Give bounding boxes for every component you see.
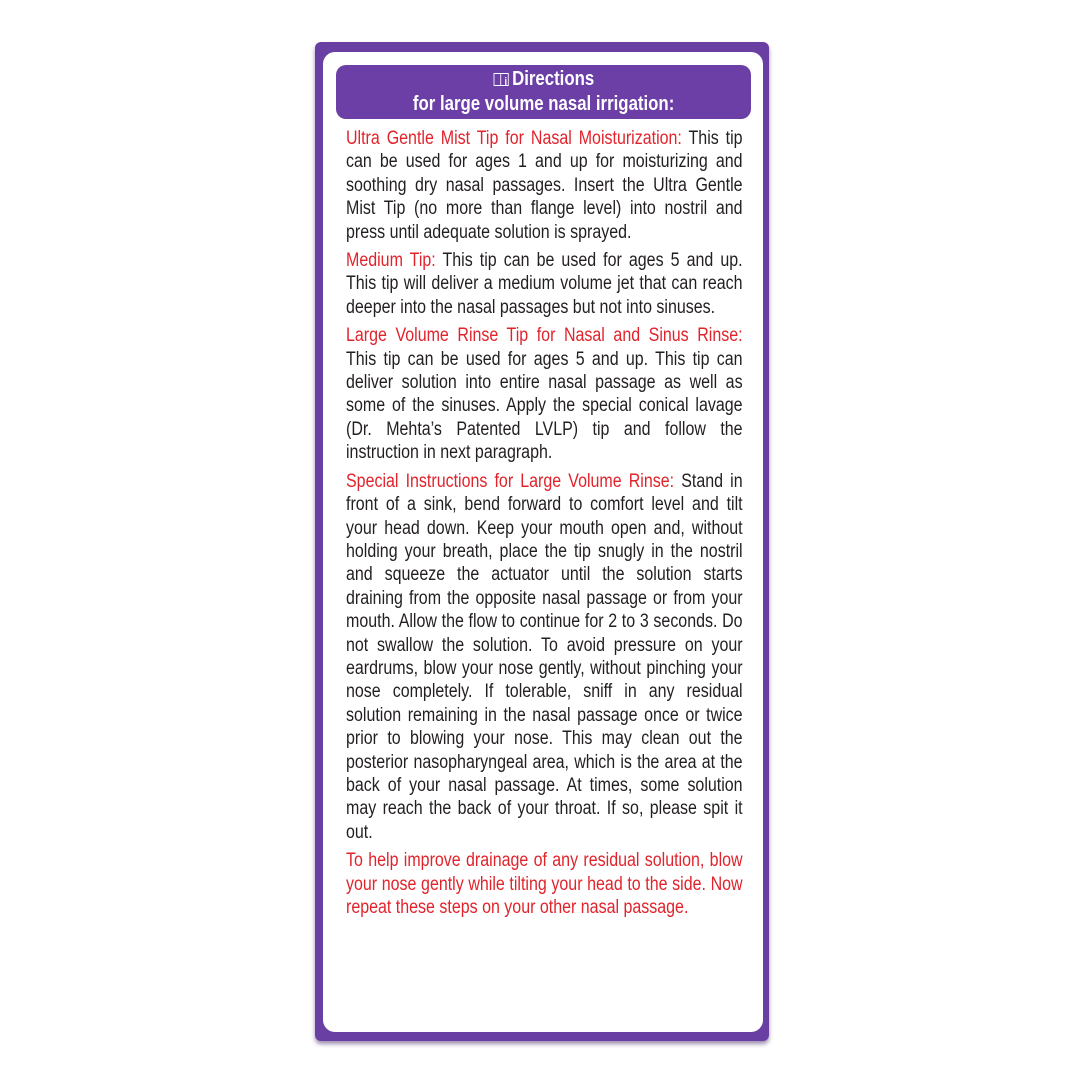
paragraph-body: This tip can be used for ages 5 and up. This tip can deliver solution into entire nasal passage as well as some of the sinuses. Apply the special conical lavage (Dr. Mehta’s Patented LVLP) tip and follow the instruction in next paragraph. — [346, 348, 743, 464]
paragraph-heading: Ultra Gentle Mist Tip for Nasal Moisturization: — [346, 128, 682, 149]
paragraph-special-instructions — [346, 470, 743, 845]
paragraph-body: Stand in front of a sink, bend forward to comfort level and tilt your head down. Keep your mouth open and, without holding your breath, place the tip snugly in the nostril and squeeze the actuator until the solution starts draining from the opposite nasal passage or from your mouth. Allow the flow to continue for 2 to 3 seconds. Do not swallow the solution. To avoid pressure on your eardrums, blow your nose gently, without pinching your nose completely. If tolerable, sniff in any residual solution remaining in the nasal passage once or twice prior to blowing your nose. This may clean out the posterior nasopharyngeal area, which is the area at the back of your nasal passage. At times, some solution may reach the back of your throat. If so, please spit it out. — [346, 470, 743, 843]
paragraph-heading: Large Volume Rinse Tip for Nasal and Sinus Rinse: — [346, 325, 743, 347]
directions-text — [346, 127, 743, 924]
closing-note: To help improve drainage of any residual solution, blow your nose gently while tilting your head to the side. Now repeat these steps on your other nasal passage. — [346, 850, 743, 918]
paragraph-large-volume-tip — [346, 324, 743, 464]
paragraph-mist-tip — [346, 127, 743, 244]
booklet-info-icon — [493, 73, 508, 86]
directions-header — [336, 65, 751, 119]
paragraph-body: This tip can be used for ages 1 and up for moisturizing and soothing dry nasal passages. Insert the Ultra Gentle Mist Tip (no more than flange level) into nostril and press until adequate solution is sprayed. — [346, 128, 743, 243]
paragraph-heading: Medium Tip: — [346, 250, 436, 272]
paragraph-heading: Special Instructions for Large Volume Rinse: — [346, 470, 675, 492]
header-subtitle: for large volume nasal irrigation: — [412, 93, 675, 115]
paragraph-body: This tip can be used for ages 5 and up. This tip will deliver a medium volume jet that can reach deeper into the nasal passages but not into sinuses. — [346, 250, 743, 318]
paragraph-medium-tip — [346, 249, 743, 319]
header-title: Directions — [511, 68, 594, 90]
